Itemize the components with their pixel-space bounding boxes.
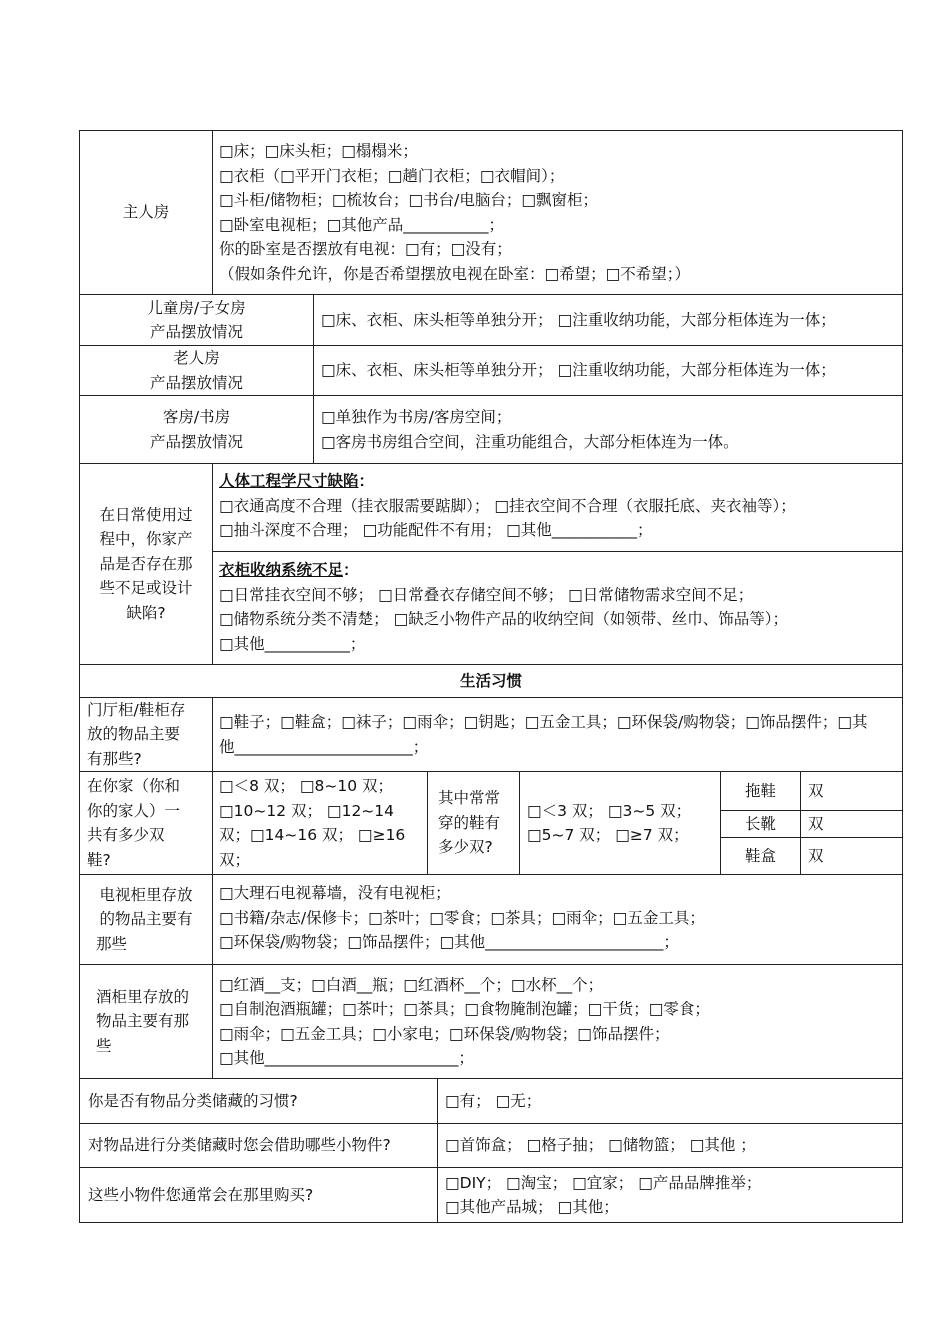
- often-worn-label-line: 其中常常: [438, 789, 501, 808]
- master-room-options: [219, 131, 901, 294]
- shoes-count-option-line[interactable]: □＜8 双； □8~10 双；: [219, 777, 394, 795]
- often-worn-label: [438, 772, 519, 874]
- master-option-line[interactable]: □斗柜/储物柜；□梳妆台；□书台/电脑台；□飘窗柜；: [219, 191, 599, 209]
- wine-cabinet-option-line[interactable]: □自制泡酒瓶罐；□茶叶；□茶具；□食物腌制泡罐；□干货；□零食；: [219, 1000, 710, 1018]
- elder-room-label-line: 老人房: [173, 349, 220, 367]
- shoe-type-unit: 双: [808, 846, 824, 865]
- elder-room-label: [80, 346, 313, 395]
- defects-label-line: 些不足或设计: [99, 579, 193, 598]
- helper-items-question-text: 对物品进行分类储藏时您会借助哪些小物件?: [88, 1136, 391, 1155]
- shoe-type-name: 鞋盒: [744, 846, 776, 865]
- classify-habit-options: [445, 1079, 901, 1123]
- master-tv-wish-question[interactable]: （假如条件允许，你是否希望摆放电视在卧室：□希望；□不希望；）: [219, 264, 691, 283]
- master-tv-question[interactable]: 你的卧室是否摆放有电视：□有；□没有；: [219, 240, 512, 258]
- shoe-cabinet-label: [87, 698, 211, 771]
- storage-system-title-colon: ：: [343, 561, 359, 579]
- helper-items-options: [445, 1124, 901, 1167]
- tv-cabinet-option-line[interactable]: □书籍/杂志/保修卡；□茶叶；□零食；□茶具；□雨伞；□五金工具；: [219, 908, 705, 927]
- shoe-cabinet-options: [219, 698, 901, 771]
- defects-label-line: 在日常使用过: [99, 505, 193, 524]
- guest-room-label-line: 产品摆放情况: [149, 432, 243, 451]
- helper-items-option-line[interactable]: □首饰盒； □格子抽； □储物篮； □其他 ；: [445, 1136, 756, 1155]
- shoe-type-slippers-count[interactable]: [808, 772, 902, 810]
- master-room-label-text: 主人房: [122, 203, 170, 222]
- kids-room-options: [321, 295, 901, 345]
- wine-cabinet-option-line[interactable]: □其他_________________________；: [219, 1049, 474, 1067]
- shoe-type-unit: 双: [808, 781, 824, 800]
- storage-option-line[interactable]: □日常挂衣空间不够； □日常叠衣存储空间不够； □日常储物需求空间不足；: [219, 585, 754, 604]
- defects-label-line: 品是否存在那: [99, 554, 193, 573]
- shoe-type-boots: [721, 811, 800, 837]
- tv-cabinet-label: [80, 875, 212, 964]
- wine-cabinet-option-line[interactable]: □红酒__支；□白酒__瓶；□红酒杯__个；□水杯__个；: [219, 975, 604, 994]
- master-option-line[interactable]: □卧室电视柜；□其他产品___________；: [219, 215, 505, 234]
- habits-section-title: 生活习惯: [459, 671, 522, 690]
- shoe-type-slippers: [721, 772, 800, 810]
- habits-section-header: [80, 665, 902, 697]
- ergonomics-title: 人体工程学尺寸缺陷: [219, 472, 359, 490]
- ergonomics-title-colon: ：: [358, 472, 375, 490]
- guest-room-options: [321, 396, 901, 463]
- kids-room-option-line[interactable]: □床、衣柜、床头柜等单独分开； □注重收纳功能，大部分柜体连为一体；: [321, 310, 836, 329]
- helper-items-question: [88, 1124, 436, 1167]
- elder-room-label-line: 产品摆放情况: [149, 373, 243, 392]
- shoes-count-options: [219, 772, 426, 874]
- often-worn-label-line: 穿的鞋有: [438, 813, 501, 832]
- shoe-cabinet-label-line: 有那些?: [87, 749, 142, 768]
- guest-room-label-line: 客房/书房: [162, 408, 231, 426]
- ergonomics-option-line[interactable]: □衣通高度不合理（挂衣服需要踮脚）； □挂衣空间不合理（衣服托底、夹衣袖等）；: [219, 496, 796, 515]
- master-option-line[interactable]: □衣柜（□平开门衣柜；□趟门衣柜；□衣帽间）；: [219, 166, 565, 185]
- classify-habit-option-line[interactable]: □有； □无；: [445, 1091, 542, 1110]
- wine-cabinet-label-line: 酒柜里存放的: [96, 987, 190, 1006]
- defects-label-line: 缺陷?: [126, 603, 166, 622]
- guest-room-option-line[interactable]: □客房书房组合空间，注重功能组合，大部分柜体连为一体。: [321, 432, 739, 451]
- tv-cabinet-option-line[interactable]: □环保袋/购物袋；□饰品摆件；□其他_______________________；: [219, 933, 679, 951]
- often-worn-option-line[interactable]: □5~7 双； □≥7 双；: [527, 826, 689, 844]
- shoes-count-label-line: 在你家（你和: [87, 777, 181, 795]
- tv-cabinet-label-line: 那些: [96, 934, 128, 953]
- kids-room-label: [80, 295, 313, 345]
- shoes-count-option-line[interactable]: 双；□14~16 双； □≥16: [219, 826, 406, 844]
- guest-room-option-line[interactable]: □单独作为书房/客房空间；: [321, 408, 512, 426]
- ergonomics-option-line[interactable]: □抽斗深度不合理； □功能配件不有用； □其他___________；: [219, 521, 653, 539]
- defects-label: [80, 464, 212, 664]
- classify-habit-question: [88, 1079, 436, 1123]
- master-option-line[interactable]: □床；□床头柜；□榻榻米；: [219, 142, 418, 160]
- storage-option-line[interactable]: □储物系统分类不清楚； □缺乏小物件产品的收纳空间（如领带、丝巾、饰品等）；: [219, 610, 788, 628]
- shoe-cabinet-option-line[interactable]: 他_______________________；: [219, 737, 429, 756]
- often-worn-option-line[interactable]: □＜3 双； □3~5 双；: [527, 801, 692, 820]
- shoe-type-shoebox-count[interactable]: [808, 838, 902, 874]
- purchase-place-option-line[interactable]: □其他产品城； □其他；: [445, 1198, 619, 1216]
- ergonomics-section: [219, 469, 901, 549]
- master-room-label: [80, 131, 212, 294]
- shoe-cabinet-label-line: 门厅柜/鞋柜存: [87, 700, 186, 719]
- shoe-type-shoebox: [721, 838, 800, 874]
- tv-cabinet-option-line[interactable]: □大理石电视幕墙，没有电视柜；: [219, 884, 451, 902]
- tv-cabinet-label-line: 的物品主要有: [99, 910, 193, 929]
- purchase-place-options: [445, 1168, 901, 1222]
- purchase-place-question: [88, 1168, 436, 1222]
- often-worn-options: [527, 772, 720, 874]
- wine-cabinet-option-line[interactable]: □雨伞；□五金工具；□小家电；□环保袋/购物袋；□饰品摆件；: [219, 1024, 670, 1043]
- purchase-place-option-line[interactable]: □DIY； □淘宝； □宜家； □产品品牌推举；: [445, 1173, 762, 1192]
- classify-habit-question-text: 你是否有物品分类储藏的习惯?: [88, 1091, 298, 1110]
- storage-system-section: [219, 558, 901, 662]
- kids-room-label-line: 儿童房/子女房: [147, 298, 246, 317]
- storage-system-title: 衣柜收纳系统不足: [219, 561, 344, 579]
- defects-label-line: 程中，你家产: [99, 530, 193, 549]
- shoes-count-option-line[interactable]: □10~12 双； □12~14: [219, 801, 395, 820]
- wine-cabinet-label-line: 物品主要有那: [96, 1012, 190, 1031]
- tv-cabinet-options: [219, 875, 901, 964]
- elder-room-options: [321, 346, 901, 395]
- shoe-type-unit: 双: [808, 814, 824, 833]
- guest-room-label: [80, 396, 313, 463]
- kids-room-label-line: 产品摆放情况: [149, 323, 243, 341]
- often-worn-label-line: 多少双?: [438, 838, 493, 857]
- tv-cabinet-label-line: 电视柜里存放: [99, 885, 193, 904]
- shoes-count-label: [87, 772, 211, 874]
- shoe-type-name: 长靴: [744, 814, 776, 833]
- wine-cabinet-label: [96, 965, 212, 1078]
- storage-option-line[interactable]: □其他___________；: [219, 634, 366, 653]
- shoe-type-boots-count[interactable]: [808, 811, 902, 837]
- shoes-count-option-line[interactable]: 双；: [219, 850, 251, 869]
- elder-room-option-line[interactable]: □床、衣柜、床头柜等单独分开； □注重收纳功能，大部分柜体连为一体；: [321, 361, 836, 380]
- wine-cabinet-options: [219, 965, 901, 1078]
- purchase-place-question-text: 这些小物件您通常会在那里购买?: [88, 1185, 314, 1204]
- shoes-count-label-line: 共有多少双: [87, 826, 165, 844]
- shoe-cabinet-label-line: 放的物品主要: [87, 725, 181, 744]
- shoe-type-name: 拖鞋: [744, 781, 776, 800]
- shoes-count-label-line: 鞋?: [87, 850, 111, 869]
- shoes-count-label-line: 你的家人）一: [87, 801, 181, 820]
- shoe-cabinet-option-line[interactable]: □鞋子；□鞋盒；□袜子；□雨伞；□钥匙；□五金工具；□环保袋/购物袋；□饰品摆件；□其: [219, 713, 868, 731]
- wine-cabinet-label-line: 些: [96, 1036, 112, 1055]
